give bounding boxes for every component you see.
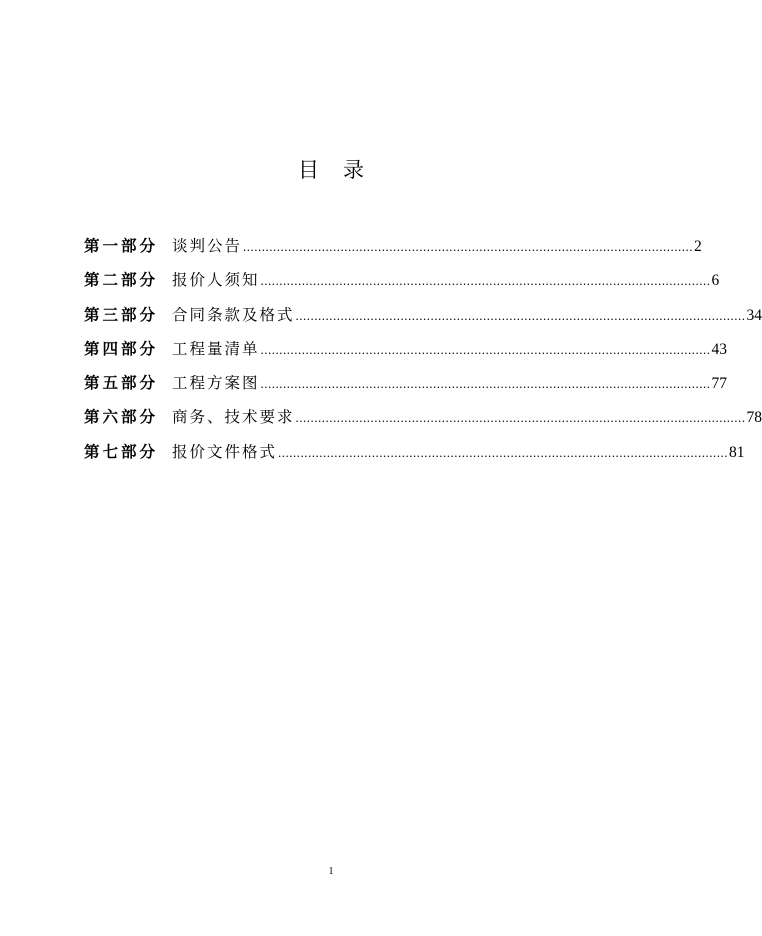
toc-part-label: 第六部分 [84, 408, 159, 427]
toc-page-number: 43 [711, 340, 728, 358]
toc-section-name: 报价人须知 [172, 271, 260, 290]
toc-title [0, 156, 662, 184]
toc-entry[interactable] [84, 442, 745, 476]
toc-part-label: 第五部分 [84, 374, 159, 393]
toc-page-number: 6 [711, 272, 720, 290]
toc-title-char-1: 目 [298, 158, 319, 182]
toc-entry[interactable] [84, 373, 728, 407]
toc-page-number: 78 [746, 409, 762, 427]
toc-page-number: 34 [746, 306, 762, 324]
toc-section-name: 报价文件格式 [172, 442, 278, 461]
toc-section-name: 谈判公告 [172, 237, 243, 255]
toc-section-name: 工程方案图 [172, 374, 260, 393]
toc-entry[interactable] [84, 270, 720, 304]
toc-entry[interactable] [84, 407, 762, 441]
dot-leader: ........................................................................................................................ [260, 273, 711, 289]
dot-leader: ........................................................................................................................ [295, 410, 746, 426]
dot-leader: ........................................................................................................................ [260, 376, 711, 392]
toc-page-number: 2 [694, 238, 702, 255]
toc-part-label: 第三部分 [84, 305, 159, 324]
dot-leader: ........................................................................................................................ [278, 444, 729, 460]
dot-leader: ........................................................................................................................ [260, 341, 711, 357]
toc-page-number: 81 [729, 443, 745, 461]
toc-title-char-2: 录 [343, 158, 364, 182]
dot-leader: ........................................................................................................................ [295, 307, 746, 323]
toc-section-name: 工程量清单 [172, 339, 260, 358]
page-number: 1 [328, 866, 334, 877]
toc-part-label: 第二部分 [84, 271, 159, 290]
toc-page-number: 77 [711, 375, 728, 393]
toc-entry[interactable] [84, 236, 702, 270]
table-of-contents [84, 236, 762, 476]
toc-section-name: 合同条款及格式 [172, 305, 295, 324]
dot-leader: ........................................................................................................................ [243, 239, 694, 254]
toc-entry[interactable] [84, 339, 728, 373]
toc-part-label: 第一部分 [84, 237, 159, 255]
toc-part-label: 第四部分 [84, 339, 159, 358]
toc-section-name: 商务、技术要求 [172, 408, 295, 427]
page-footer [0, 866, 662, 877]
toc-part-label: 第七部分 [84, 442, 159, 461]
toc-entry[interactable] [84, 305, 762, 339]
